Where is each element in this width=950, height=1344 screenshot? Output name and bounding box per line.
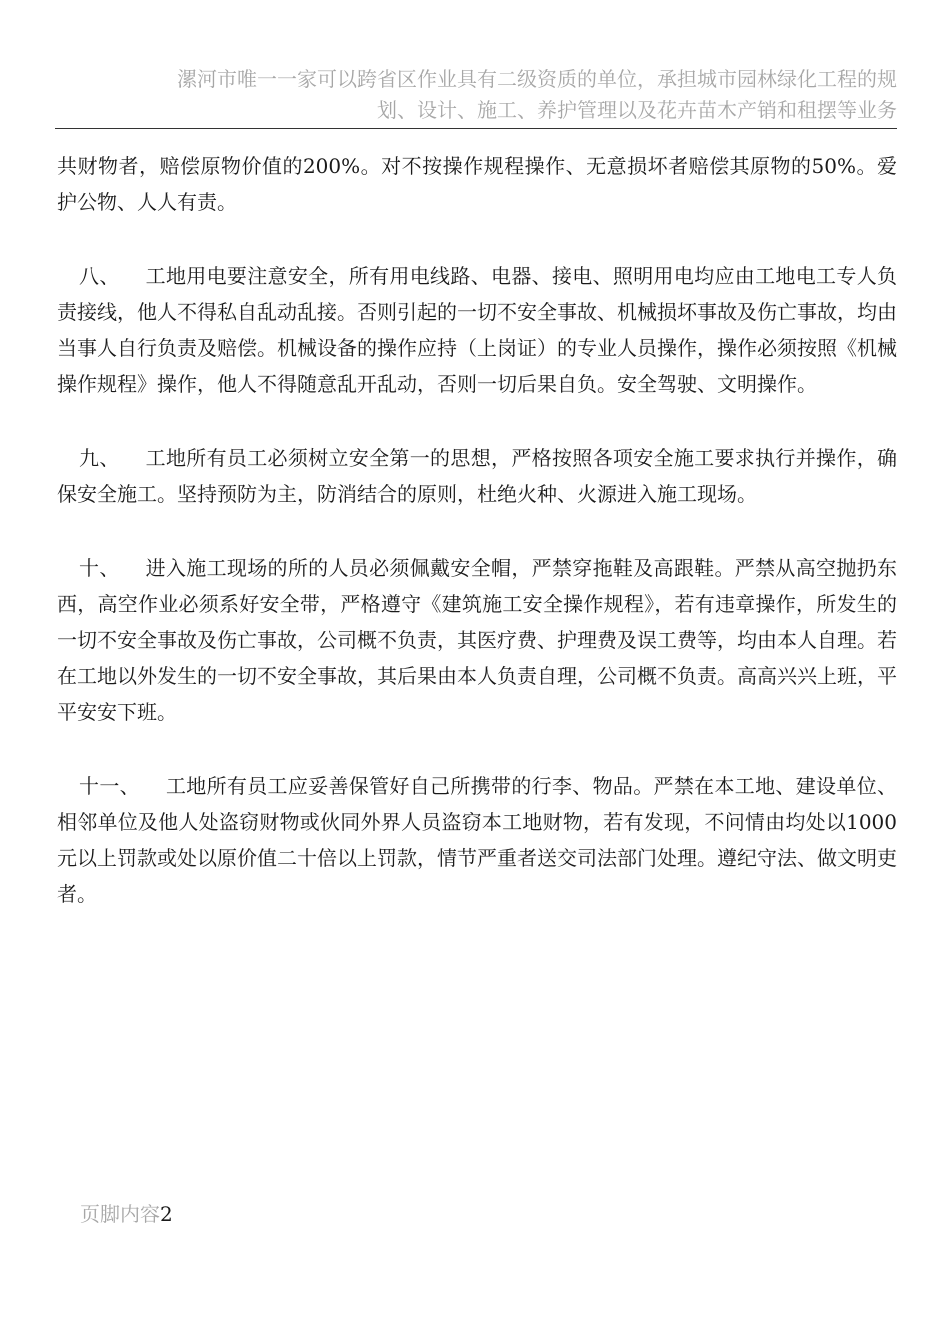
item-number: 十一、 (79, 774, 140, 798)
page-footer (80, 1198, 173, 1227)
item-number: 八、 (79, 264, 120, 288)
paragraph-item-10 (57, 550, 897, 730)
footer-label: 页脚内容 (80, 1202, 160, 1226)
item-number: 十、 (79, 556, 120, 580)
paragraph-text: 工地所有员工应妥善保管好自己所携带的行李、物品。严禁在本工地、建设单位、相邻单位及他人处盗窃财物或伙同外界人员盗窃本工地财物，若有发现，不问情由均处以1000元以上罚款或处以原价值二十倍以上罚款，情节严重者送交司法部门处理。遵纪守法、做文明吏者。 (57, 774, 898, 906)
page-header (55, 64, 897, 126)
page-number: 2 (160, 1202, 173, 1226)
paragraph-text: 进入施工现场的所的人员必须佩戴安全帽，严禁穿拖鞋及高跟鞋。严禁从高空抛扔东西，高空作业必须系好安全带，严格遵守《建筑施工安全操作规程》，若有违章操作，所发生的一切不安全事故及伤亡事故，公司概不负责，其医疗费、护理费及误工费等，均由本人自理。若在工地以外发生的一切不安全事故，其后果由本人负责自理，公司概不负责。高高兴兴上班，平平安安下班。 (57, 556, 898, 724)
paragraph-text: 工地所有员工必须树立安全第一的思想，严格按照各项安全施工要求执行并操作，确保安全施工。坚持预防为主，防消结合的原则，杜绝火种、火源进入施工现场。 (57, 446, 898, 506)
paragraph-continued (57, 148, 897, 220)
document-body (57, 148, 897, 912)
paragraph-text: 工地用电要注意安全，所有用电线路、电器、接电、照明用电均应由工地电工专人负责接线，他人不得私自乱动乱接。否则引起的一切不安全事故、机械损坏事故及伤亡事故，均由当事人自行负责及赔偿。机械设备的操作应持（上岗证）的专业人员操作，操作必须按照《机械操作规程》操作，他人不得随意乱开乱动，否则一切后果自负。安全驾驶、文明操作。 (57, 264, 898, 396)
item-number: 九、 (79, 446, 120, 470)
paragraph-item-11 (57, 768, 897, 912)
header-line-2: 划、设计、施工、养护管理以及花卉苗木产销和租摆等业务 (377, 98, 897, 122)
paragraph-item-8 (57, 258, 897, 402)
paragraph-item-9 (57, 440, 897, 512)
header-divider (55, 128, 897, 129)
paragraph-text: 共财物者，赔偿原物价值的200%。对不按操作规程操作、无意损坏者赔偿其原物的50%。爱护公物、人人有责。 (57, 154, 897, 214)
header-line-1: 漯河市唯一一家可以跨省区作业具有二级资质的单位，承担城市园林绿化工程的规 (177, 67, 897, 91)
